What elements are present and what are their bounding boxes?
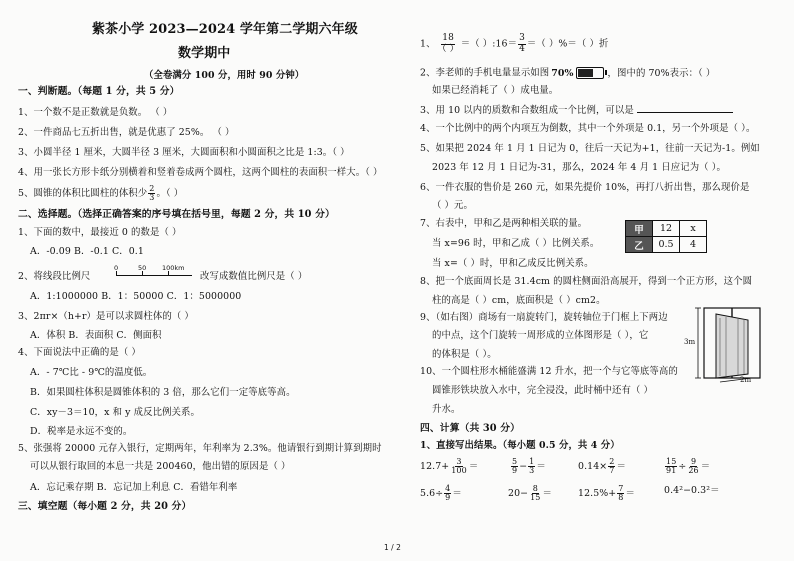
choice-q4-option-c: C．xy－3＝10，x 和 y 成反比例关系。 (30, 407, 200, 418)
fill-q9-line3: 的体积是（ ）。 (432, 349, 497, 360)
choice-q3-options: A．体积 B．表面积 C．侧面积 (30, 330, 162, 341)
section-calc-title: 四、计算（共 30 分） (420, 423, 521, 434)
fill-q5-line2: 2023 年 12 月 1 日记为-31，那么，2024 年 4 月 1 日应记为（ ）。 (432, 162, 726, 173)
table-cell: 甲 (626, 221, 653, 237)
table-cell: 乙 (626, 237, 653, 253)
table-row (626, 237, 707, 253)
battery-fill (578, 69, 593, 77)
choice-q3: 3、2πr×（h+r）是可以求圆柱体的（ ） (18, 311, 194, 322)
fill-q2-line1: 2、李老师的手机电量显示如图 70% ，图中的 70%表示：（ ） (420, 67, 716, 79)
calc-expr-1: 12.7+ $\frac{3}{100}$ ＝ (420, 457, 479, 475)
fill-q7-line3: 当 x=（ ）时，甲和乙成反比例关系。 (432, 258, 594, 269)
scale-label-100km: 100km (162, 264, 185, 272)
choice-q4-option-b: B．如果圆柱体积是圆锥体积的 3 倍，那么它们一定等底等高。 (30, 387, 296, 398)
calc-expr-4: $\frac{15}{91}$ ÷ $\frac{9}{26}$ ＝ (666, 457, 711, 475)
table-cell: 0.5 (653, 237, 680, 253)
fill-q8-line2: 柱的高是（ ）cm，底面积是（ ）cm2。 (432, 295, 606, 306)
fill-q6-line2: （ ）元。 (432, 200, 473, 211)
section-choice-title: 二、选择题。（选择正确答案的序号填在括号里，每题 2 分，共 10 分） (18, 209, 335, 220)
scale-label-0: 0 (114, 264, 119, 272)
judgement-q5-text: 5、圆锥的体积比圆柱的体积少 (18, 188, 148, 199)
choice-q1: 1、下面的数中，最接近 0 的数是（ ） (18, 227, 182, 238)
fill-q7-line1: 7、右表中，甲和乙是两种相关联的量。 (420, 218, 588, 229)
door-width-label: 2m (740, 376, 752, 384)
fill-q4: 4、一个比例中的两个内项互为倒数，其中一个外项是 0.1，另一个外项是（ ）。 (420, 123, 756, 134)
judgement-q2: 2、一件商品七五折出售，就是优惠了 25%。 （ ） (18, 127, 235, 138)
ratio-table (625, 220, 707, 253)
fraction-three-quarters: $\frac{3}{4}$ (519, 33, 525, 54)
calc-expr-2: $\frac{5}{9}$ − $\frac{1}{3}$ ＝ (512, 457, 546, 475)
revolving-door-figure (684, 306, 772, 386)
fill-q8-line1: 8、把一个底面周长是 31.4cm 的圆柱侧面沿高展开，得到一个正方形，这个圆 (420, 276, 753, 287)
choice-q4-option-a: A．- 7℃比 - 9℃的温度低。 (30, 367, 153, 378)
fill-q10-line3: 升水。 (432, 404, 461, 415)
door-drawing (690, 306, 772, 386)
calc-expr-7: 12.5%+ $\frac{7}{8}$ ＝ (578, 484, 635, 502)
judgement-q3: 3、小圆半径 1 厘米，大圆半径 3 厘米，大圆面积和小圆面积之比是 1:3。（ ） (18, 147, 350, 158)
choice-q2-suffix: 改写成数值比例尺是（ ） (200, 271, 308, 282)
fill-q1: 1、 $\frac{18}{( )}$ ＝（ ）:16＝ $\frac{3}{4}$ ＝（ ）%＝（ ）折 (420, 33, 609, 54)
battery-percent: 70% (551, 67, 574, 79)
choice-q4-option-d: D．税率是永远不变的。 (30, 426, 133, 437)
choice-q5-line1: 5、张强将 20000 元存入银行，定期两年，年利率为 2.3%。他请银行到期计算到期时 (18, 443, 382, 454)
page-number: 1 / 2 (384, 543, 401, 552)
fill-q10-line2: 圆锥形铁块放入水中，完全浸没，此时桶中还有（ ） (432, 385, 654, 396)
exam-subject: 数学期中 (178, 46, 231, 61)
calc-expr-6: 20− $\frac{8}{15}$ ＝ (508, 484, 552, 502)
battery-icon (576, 67, 604, 79)
door-height-label: 3m (684, 338, 696, 346)
fill-q2-line2: 如果已经消耗了（ ）成电量。 (432, 85, 559, 96)
choice-q5-options: A．忘记乘存期 B．忘记加上利息 C．看错年利率 (30, 482, 238, 493)
table-cell: 12 (653, 221, 680, 237)
fill-q10-line1: 10、一个圆柱形水桶能盛满 12 升水，把一个与它等底等高的 (420, 366, 678, 377)
judgement-q1: 1、一个数不是正数就是负数。 （ ） (18, 107, 173, 118)
choice-q4: 4、下面说法中正确的是（ ） (18, 347, 141, 358)
exam-title: 紫茶小学 2023—2024 学年第二学期六年级 (92, 22, 358, 37)
section-judgement-title: 一、判断题。（每题 1 分，共 5 分） (18, 86, 180, 97)
calc-expr-3: 0.14× $\frac{2}{7}$ ＝ (578, 457, 626, 475)
choice-q2-options: A．1:1000000 B．1：50000 C．1：5000000 (30, 291, 242, 302)
calc-expr-5: 5.6÷ $\frac{4}{9}$ ＝ (420, 484, 462, 502)
judgement-q5-paren: 。（ ） (156, 188, 184, 199)
fill-q7-line2: 当 x=96 时，甲和乙成（ ）比例关系。 (432, 238, 600, 249)
judgement-q5 (18, 185, 183, 202)
exam-meta: （全卷满分 100 分，用时 90 分钟） (144, 70, 305, 81)
line-scale-bar (116, 265, 192, 283)
fill-q5-line1: 5、如果把 2024 年 1 月 1 日记为 0，往后一天记为+1，往前一天记为-1。例如 (420, 143, 760, 154)
scale-bar-line (116, 275, 192, 276)
table-row (626, 221, 707, 237)
fraction-18-over-blank: $\frac{18}{( )}$ (437, 33, 459, 54)
judgement-q4: 4、用一张长方形卡纸分别横着和竖着卷成两个圆柱，这两个圆柱的表面积一样大。（ ） (18, 167, 383, 178)
fill-q3: 3、用 10 以内的质数和合数组成一个比例，可以是 (420, 103, 733, 117)
answer-blank (637, 103, 733, 113)
scale-label-50: 50 (138, 264, 147, 272)
fill-q6-line1: 6、一件衣服的售价是 260 元，如果先提价 10%，再打八折出售，那么现价是 (420, 182, 750, 193)
table-cell: x (680, 221, 707, 237)
calc-expr-8: 0.4²−0.3²＝ (664, 485, 720, 496)
choice-q1-options: A．-0.09 B．-0.1 C．0.1 (30, 246, 144, 257)
choice-q2-prefix: 2、将线段比例尺 (18, 271, 91, 282)
fill-q9-line1: 9、（如右图）商场有一扇旋转门，旋转轴位于门框上下两边 (420, 312, 668, 323)
choice-q5-line2: 可以从银行取回的本息一共是 200460，他出错的原因是（ ） (30, 461, 291, 472)
calc-subtitle: 1、直接写出结果。（每小题 0.5 分，共 4 分） (420, 440, 620, 451)
table-cell: 4 (680, 237, 707, 253)
fill-q9-line2: 的中点，这个门旋转一周形成的立体图形是（ ），它 (432, 330, 649, 341)
fraction-two-thirds: $\frac{2}{3}$ (149, 184, 155, 202)
section-fill-title: 三、填空题（每小题 2 分，共 20 分） (18, 501, 192, 512)
